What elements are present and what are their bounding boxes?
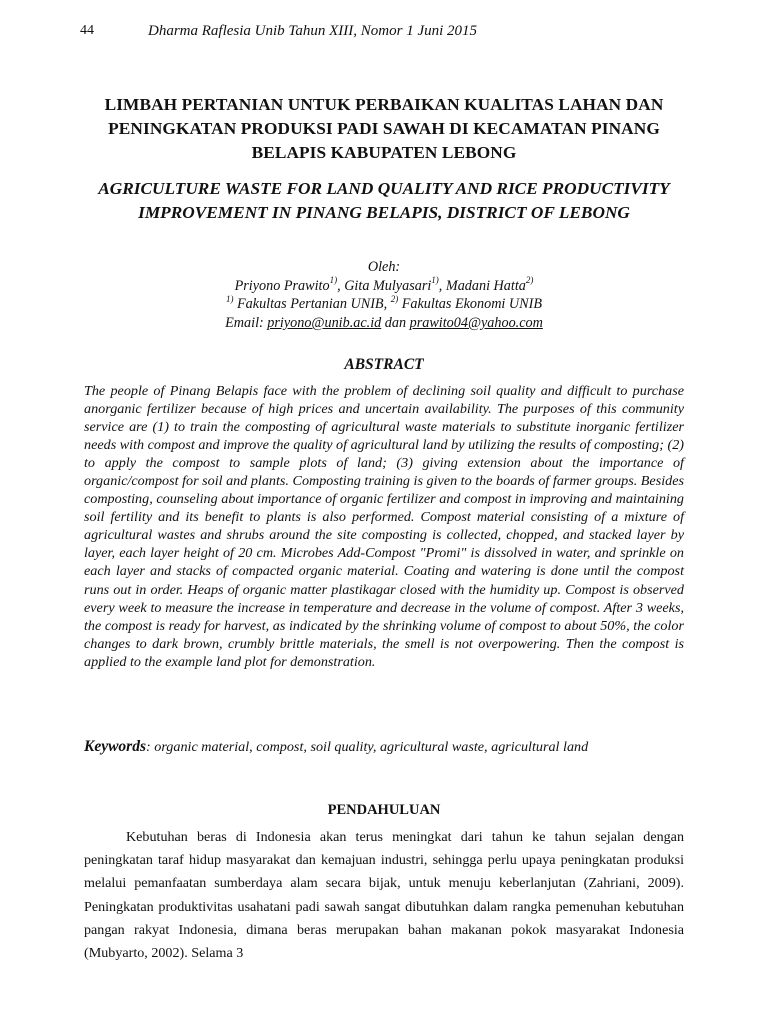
email-link-1[interactable]: priyono@unib.ac.id [267, 315, 382, 332]
section-heading-pendahuluan: PENDAHULUAN [327, 802, 441, 818]
keywords-label: Keywords [84, 738, 146, 755]
intro-paragraph: Kebutuhan beras di Indonesia akan terus meningkat dari tahun ke tahun sejalan dengan peningkatan taraf hidup masyarakat dan kemajuan industri, sehingga perlu upaya peningkatan produksi melalui pemanfaatan sumberdaya alam secara bijak, untuk menuju keberlanjutan (Zahriani, 2009). Peningkatan produktivitas usahatani padi sawah sangat dibutuhkan dalam rangka pemenuhan kebutuhan pangan rakyat Indonesia, dimana beras merupakan bahan makanan pokok masyarakat Indonesia (Mubyarto, 2002). Selama 3 [84, 829, 684, 962]
affiliation-text: Fakultas Ekonomi UNIB [398, 296, 543, 313]
keywords-line [84, 737, 684, 757]
email-line [84, 314, 684, 333]
affiliation-mark: 1) [329, 274, 338, 285]
running-header [0, 23, 768, 45]
author-separator: , [438, 277, 446, 294]
keywords-text: organic material, compost, soil quality, agricultural waste, agricultural land [154, 739, 589, 755]
abstract-text: The people of Pinang Belapis face with the problem of declining soil quality and difficult to purchase anorganic fertilizer because of high prices and uncertain availability. The purposes of this community service are (1) to train the composting of agricultural waste materials to substitute inorganic fertilizer needs with compost and improve the quality of agricultural land by utilizing the results of composting; (2) to apply the compost to sample plots of land; (3) giving extension about the importance of organic/compost for soil and plants. Composting training is given to the boards of farmer groups. Besides composting, counseling about importance of organic fertilizer and compost in improving and maintaining soil fertility and its benefit to plants is also performed. Compost material consisting of a mixture of agricultural wastes and shrubs around the site composting is collected, chopped, and stacked layer by layer, each layer height of 20 cm. Microbes Add-Compost "Promi" is dissolved in water, and sprinkle on each layer and stacks of compacted organic material. Coating and watering is done until the compost runs out in order. Heaps of organic matter plastikagar closed with the humidity up. Compost is observed every week to measure the increase in temperature and decrease in the volume of compost. After 3 weeks, the compost is ready for harvest, as indicated by the shrinking volume of compost to about 50%, the color changes to dark brown, crumbly brittle materials, the smell is not overpowering. Then the compost is applied to the example land plot for demonstration. [84, 383, 684, 670]
affiliations [84, 295, 684, 314]
title-indonesian: LIMBAH PERTANIAN UNTUK PERBAIKAN KUALITAS LAHAN DAN PENINGKATAN PRODUKSI PADI SAWAH DI KECAMATAN PINANG BELAPIS KABUPATEN LEBONG [104, 95, 664, 162]
affiliation-mark: 2) [390, 293, 399, 304]
email-label: Email: [225, 315, 268, 332]
by-label: Oleh: [367, 259, 401, 275]
affiliation-text: Fakultas Pertanian UNIB, [233, 296, 391, 313]
email-join: dan [381, 315, 410, 332]
journal-name: Dharma Raflesia Unib Tahun XIII, Nomor 1 Juni 2015 [148, 23, 478, 39]
page-number: 44 [80, 23, 94, 38]
author-block [84, 258, 684, 333]
email-link-2[interactable]: prawito04@yahoo.com [409, 315, 543, 332]
author-list [84, 274, 684, 296]
author-name: Gita Mulyasari [344, 277, 432, 294]
author-name: Priyono Prawito [234, 277, 330, 294]
keywords-colon: : [146, 739, 155, 755]
author-separator: , [337, 277, 345, 294]
abstract-heading: ABSTRACT [344, 356, 424, 373]
title-english: AGRICULTURE WASTE FOR LAND QUALITY AND RICE PRODUCTIVITY IMPROVEMENT IN PINANG BELAPIS, DISTRICT OF LEBONG [98, 179, 670, 222]
affiliation-mark: 1) [225, 293, 234, 304]
author-name: Madani Hatta [445, 277, 526, 294]
affiliation-mark: 1) [431, 274, 439, 285]
affiliation-mark: 2) [525, 274, 534, 285]
